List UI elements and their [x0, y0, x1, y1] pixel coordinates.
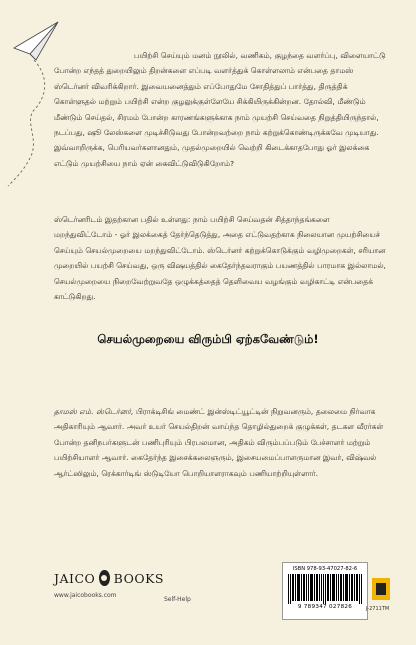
author-name: தாமஸ் எம். ஸ்டெர்னர்,	[54, 407, 134, 416]
barcode-bars-icon	[288, 574, 362, 604]
tagline: செயல்முறையை விரும்பி ஏற்கவேண்டும்!	[97, 332, 319, 346]
barcode-digits: 9 789347 027826	[297, 604, 353, 610]
publisher-website[interactable]: www.jaicobooks.com	[54, 592, 117, 599]
book-code: J-2711TM	[366, 606, 390, 612]
genre-label: Self-Help	[164, 596, 191, 603]
publisher-logo	[54, 570, 164, 586]
publisher-logo-icon	[99, 570, 109, 586]
isbn-label: ISBN 978-93-47027-82-6	[292, 566, 358, 572]
publisher-badge-icon	[372, 578, 390, 600]
author-bio	[54, 404, 388, 481]
publisher-block	[54, 570, 164, 599]
description-paragraph-2: ஸ்டெர்னரிடம் இதற்கான பதில் உள்ளது: நாம் பயிற்சி செய்வதன் சித்தாந்தங்களை மறந்துவிட்டோம் - ஓர் இலக்கைத் தேர்ந்தெடுத்து, அதை எட்டுவதற்காக நிலையான முயற்சியைச் செய்யும் செயல்முறையை மறந்துவிட்டோம். ஸ்டெர்னர் கற்றுக்கொடுக்கும் வழிமுறைகள், சரியான முறையில் பயற்சி செய்வது, ஒரு விஷயத்தில் கைதேர்ந்தவராகும் பயணத்தில் பாரமாக இல்லாமல், செயல்முறையை நிறைவேற்றுவதே ஒழுக்கத்தைத் தெளிவைய வழங்கும் வழிகாட்டி என்பதைக் காட்டுகிறது.	[54, 215, 387, 302]
publisher-name-left: JAICO	[54, 570, 96, 586]
publisher-name-right: BOOKS	[113, 570, 164, 586]
author-bio-text: பிராக்டிசிங் மைண்ட் இன்ஸ்டிட்யூட்டின் நிறுவனரும், தலைமை நிர்வாக அதிகாரியும் ஆவார். அவர் உயர் செயல்திறன் வாய்ந்த தொழில்துறைக் குழுக்கள், தடகள வீரர்கள் போன்ற தனிநபர்களுடன் பணிபுரியும் பிரபலமான, அதிகம் விரும்பப்படும் பேச்சாளர் மற்றும் பயிற்சியாளர் ஆவார். கைதேர்ந்த இசைக்கலைஞரும், இசையமைப்பாளருமான இவர், விஷ்வல் ஆர்ட்ஸிலும், ரெக்கார்டிங் ஸ்டுடியோ பொறியாளராகவும் பணியாற்றியுள்ளார்.	[54, 407, 384, 478]
isbn-barcode	[282, 562, 368, 620]
description-paragraph-1: பயிற்சி செய்யும் மனம் நூலில், வணிகம், குழந்தை வளர்ப்பு, விளையாட்டு போன்ற எந்தத் துறையிலும் திறன்களை எப்படி வளர்த்துக் கொள்ளலாம் என்பதை தாமஸ் ஸ்டெர்னர் விவரிக்கிறார். இவையனைத்தும் எப்போதுமே சோதித்துப் பார்த்து, திருத்திக் கொள்ளுதல் மற்றும் பயிற்சி என்ற குழலுக்குள்ளேயே சிக்கியிருக்கின்றன. தோல்வி, மீண்டும் மீண்டும் செய்தல், சிரமம் போன்ற காரணங்களுக்காக நாம் முயற்சி செய்வதை நிறுத்தியிருந்தால், நடப்பது, ஷூ லேஸ்களை முடிச்சிடுவது போன்றவற்றை நாம் கற்றுக்கொண்டிருக்கவே முடியாது. இவ்வாறிருக்க, பெரியவர்களானதும், முதல்முறையில் வெற்றி கிடைக்காதபோது ஓர் இலக்கை எட்டும் முயற்சியை நாம் ஏன் கைவிட்டுவிடுகிறோம்?	[54, 51, 386, 168]
